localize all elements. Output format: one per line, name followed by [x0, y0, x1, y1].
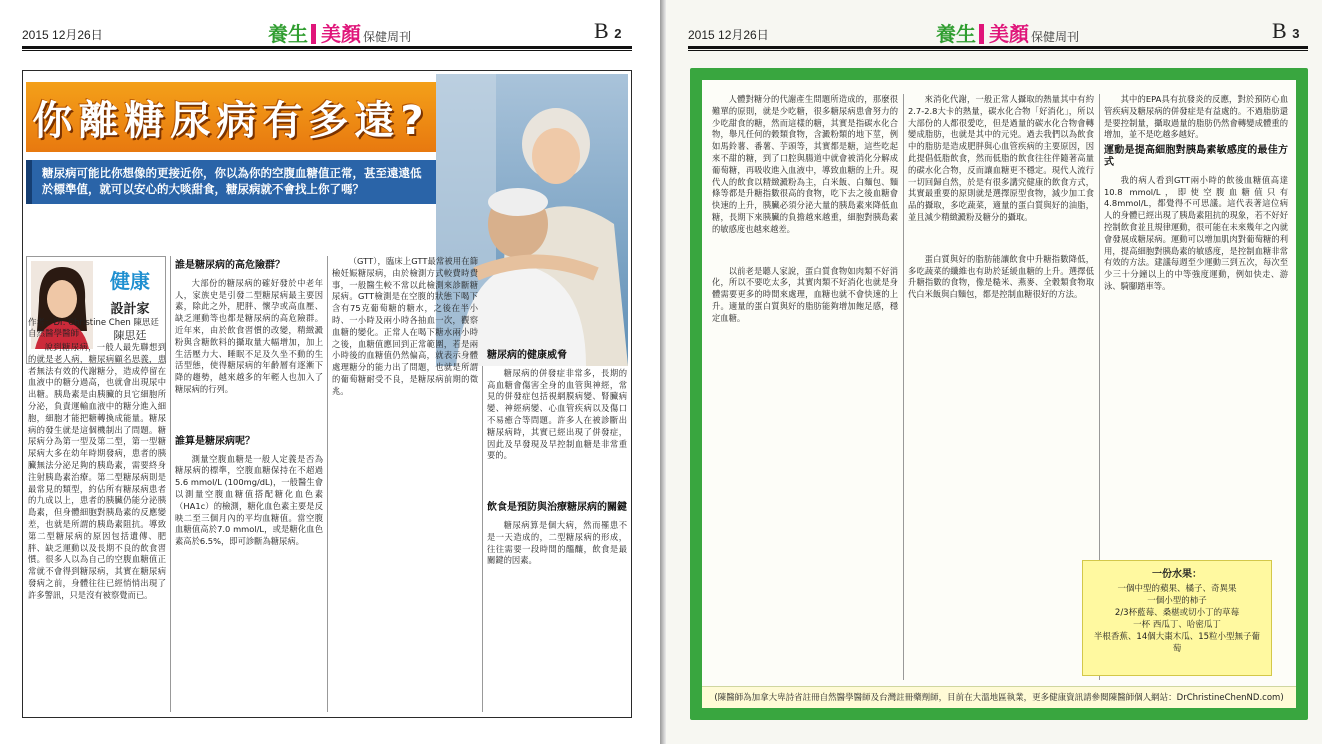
right-column-3: [1104, 94, 1288, 554]
left-column-4: [487, 346, 627, 712]
note-title: 一份水果：: [1152, 569, 1202, 580]
page-number: [594, 18, 621, 44]
left-column-1: [28, 342, 166, 712]
page-digit: 2: [614, 26, 622, 41]
page-letter: B: [1272, 18, 1287, 43]
right-column-1: [712, 94, 898, 682]
headline-text: 你離糖尿病有多遠?: [32, 97, 430, 144]
section-heading: 糖尿病的健康威脅: [487, 350, 567, 361]
body-paragraph: 大部份的糖尿病的確好發於中老年人，家族史是引發二型糖尿病最主要因素，除此之外，肥胖、懷孕或高血壓、缺乏運動等也都是糖尿病的高危險群。近年來，由於飲食習慣的改變，精緻澱粉與含糖飲料的攝取量大幅增加，加上生活壓力大、睡眠不足及久坐不動的生活型態，使得糖尿病的年齡層有逐漸下降的趨勢，越來越多的年輕人也加入了糖尿病的行列。: [175, 277, 323, 394]
section-heading: 誰是糖尿病的高危險群？: [175, 260, 285, 271]
body-paragraph: 糖尿病的併發症非常多，長期的高血糖會傷害全身的血管與神經，常見的併發症包括視網膜病變、腎臟病變、神經病變、心血管疾病以及傷口不易癒合等問題。許多人在被診斷出糖尿病時，其實已經出現了併發症，因此及早發現及早控制血糖是非常重要的。: [487, 367, 627, 461]
issue-date: 2015 12月26日: [688, 28, 769, 42]
section-heading: 飲食是預防與治療糖尿病的關鍵: [487, 502, 627, 514]
left-column-2: [175, 256, 323, 712]
note-item: 一個小型的柿子: [1147, 596, 1207, 606]
note-item: 一個中型的蘋果、橘子、奇異果: [1117, 584, 1237, 594]
right-column-2: [908, 94, 1094, 682]
article-headline: [26, 82, 436, 152]
page-digit: 3: [1292, 26, 1300, 41]
left-column-3: [332, 256, 478, 712]
masthead-brand: [268, 18, 411, 47]
brand-part-3: 保健周刊: [363, 30, 412, 44]
author-name: 陳思廷: [113, 329, 147, 342]
section-heading: 誰算是糖尿病呢？: [175, 435, 255, 447]
author-caption: 作者：Dr. Christine Chen 陳思廷 自然醫學醫師: [28, 318, 159, 339]
column-divider: [327, 256, 328, 712]
column-title-1: 健康: [110, 269, 150, 293]
body-paragraph: 蛋白質與好的脂肪能讓飲食中升糖指數降低，多吃蔬菜的纖維也有助於延緩血糖的上升。選擇低升糖指數的食物，像是糙米、燕麥、全穀類食物取代白米飯與白麵包，都是控制血糖很好的方法。: [908, 253, 1094, 300]
newspaper-page-left: [0, 0, 660, 744]
masthead-brand: [936, 18, 1079, 47]
brand-part-3: 保健周刊: [1031, 30, 1080, 44]
column-divider: [170, 256, 171, 712]
page-header: [0, 18, 660, 44]
note-item: 半根香蕉、14個大棗木瓜、15粒小型無子葡萄: [1093, 632, 1261, 654]
brand-divider: [979, 24, 984, 44]
section-heading: 運動是提高細胞對胰島素敏感度的最佳方式: [1104, 145, 1288, 168]
fruit-serving-note: [1082, 560, 1272, 676]
note-item: 一杯 西瓜丁、哈密瓜丁: [1133, 620, 1221, 630]
header-rule: [22, 46, 632, 49]
brand-divider: [311, 24, 316, 44]
body-paragraph: 糖尿病算是個大病，然而罹患不是一天造成的，二型糖尿病的形成，往往需要一段時間的醞釀，飲食是最關鍵的因素。: [487, 519, 627, 566]
brand-part-2: 美顏: [989, 22, 1029, 46]
body-paragraph: 人體對糖分的代謝產生問題所造成的，那麼很難單的原則，就是少吃糖，很多糖尿病患會努力的少吃甜食的糖，然而這樣的糖，其實是指碳水化合物，舉凡任何的穀類食物，含澱粉類的地下莖，例如馬鈴薯、番薯、芋頭等，其實都是糖，這些吃起來不甜的糖，到了口腔與腸道中就會被消化分解成葡萄糖，再吸收進入血液中，導致血糖的上升。現代人的飲食以精緻澱粉為主，白米飯、白麵包、麵條等都是升糖指數很高的食物，吃下去之後血糖會快速的上升，胰臟必須分泌大量的胰島素來降低血糖，長期下來胰臟的負擔越來越重，細胞對胰島素的敏感度也越來越差。: [712, 94, 898, 234]
body-paragraph: （GTT），臨床上GTT最常被用在篩檢妊娠糖尿病，由於檢測方式較費時費事，一般醫生較不常以此檢測來診斷糖尿病。GTT檢測是在空腹的狀態下喝下含有75克葡萄糖的糖水，之後在半小時、一小時及兩小時各抽血一次，觀察血糖的變化。正常人在喝下糖水兩小時之後，血糖值應回到正常範圍，若是兩小時後的血糖值仍然偏高，就表示身體處理糖分的能力出了問題，也就是所謂的葡萄糖耐受不良，是糖尿病前期的徵兆。: [332, 256, 478, 396]
body-paragraph: 說到糖尿病，一般人最先聯想到的就是老人病，糖尿病顧名思義，患者無法有效的代謝糖分，造成停留在血液中的糖分過高，也就會出現尿中出糖。胰島素是由胰臟的貝它細胞所分泌，負責運輸血液中的糖分進入細胞，細胞才能把糖轉換成能量。糖尿病的發生就是這個機制出了問題。糖尿病分為第一型及第二型，第一型糖尿病大多在幼年時期發病，患者的胰臟無法分泌足夠的胰島素，需要終身注射胰島素治療。第二型糖尿病則是最常見的類型，約佔所有糖尿病患者的九成以上，患者的胰臟仍能分泌胰島素，但身體細胞對胰島素的反應變差，也就是所謂的胰島素阻抗。導致第二型糖尿病的原因包括遺傳、肥胖、缺乏運動以及長期不良的飲食習慣。很多人以為自己的空腹血糖值正常就不會得到糖尿病，其實在糖尿病發病之前，身體往往已經悄悄出現了許多警訊，只是沒有被察覺而已。: [28, 342, 166, 600]
brand-part-2: 美顏: [321, 22, 361, 46]
page-number: [1272, 18, 1299, 44]
column-divider: [903, 94, 904, 680]
brand-part-1: 養生: [936, 22, 976, 46]
article-subheadline: 糖尿病可能比你想像的更接近你，你以為你的空腹血糖值正常，甚至遠遠低於標準值，就可以安心的大啖甜食，糖尿病就不會找上你了嗎？: [26, 160, 436, 204]
header-rule-thin: [688, 50, 1308, 51]
column-title-2: 設計家: [110, 302, 150, 317]
header-rule: [688, 46, 1308, 49]
body-paragraph: 其中的EPA具有抗發炎的反應，對於預防心血管疾病及糖尿病的併發症是有益處的。不過脂肪還是要控制量，攝取過量的脂肪仍然會轉變成體重的增加，並不是吃越多越好。: [1104, 94, 1288, 140]
header-rule-thin: [22, 50, 632, 51]
page-header: [666, 18, 1322, 44]
column-divider: [482, 366, 483, 712]
body-paragraph: 來消化代謝，一般正常人攝取的熱量其中有約2.7-2.8大卡的熱量，碳水化合物「好消化」，所以大部份的人都很愛吃，但是過量的碳水化合物會轉變成脂肪，也就是其中的元兇。過去我們以為飲食中的脂肪是造成肥胖與心血管疾病的主要原因，因此提倡低脂飲食，然而低脂的飲食往往伴隨著高量的碳水化合物，反而讓血糖更不穩定。現代人流行一切回歸自然，於是有很多講究健康的飲食方式，其實最重要的原則就是選擇原型食物，減少加工食品的攝取，多吃蔬菜，適量的蛋白質與好的油脂，並且減少精緻澱粉及糖分的攝取。: [908, 94, 1094, 222]
body-paragraph: 測量空腹血糖是一般人定義是否為糖尿病的標準，空腹血糖保持在不超過5.6 mmol/L (100mg/dL)，一般醫生會以測量空腹血糖值搭配糖化血色素（HA1c）的檢測，糖化血色素主要是反映二至三個月內的平均血糖值。當空腹血糖值高於7.0 mmol/L，或是糖化血色素高於6.5%，即可診斷為糖尿病。: [175, 453, 323, 547]
page-letter: B: [594, 18, 609, 43]
note-item: 2/3杯藍莓、桑椹或切小丁的草莓: [1114, 608, 1240, 618]
body-paragraph: 我的病人看到GTT兩小時的飲後血糖值高達10.8 mmol/L，即使空腹血糖值只有4.8mmol/L，都覺得不可思議。這代表著這位病人的身體已經出現了胰島素阻抗的現象，若不好好控制飲食並且規律運動，很可能在未來幾年之內就會發展成糖尿病。運動可以增加肌肉對葡萄糖的利用，提高細胞對胰島素的敏感度，是控制血糖非常有效的方法。建議每週至少運動三到五次，每次至少三十分鐘以上的中等強度運動，例如快走、游泳、騎腳踏車等。: [1104, 174, 1288, 291]
author-footer-note: (陳醫師為加拿大卑詩省註冊自然醫學醫師及台灣註冊藥劑師，目前在大溫地區執業，更多健康資訊請參閱陳醫師個人網站：DrChristineChenND.com): [702, 686, 1296, 708]
brand-part-1: 養生: [268, 22, 308, 46]
body-paragraph: 以前老是聽人家說，蛋白質食物如肉類不好消化，所以不要吃太多，其實肉類不好消化也就是身體需要更多的時間來處理，血糖也就不會快速的上升。適量的蛋白質與好的脂肪能夠增加飽足感，穩定血糖。: [712, 265, 898, 323]
issue-date: 2015 12月26日: [22, 28, 103, 42]
